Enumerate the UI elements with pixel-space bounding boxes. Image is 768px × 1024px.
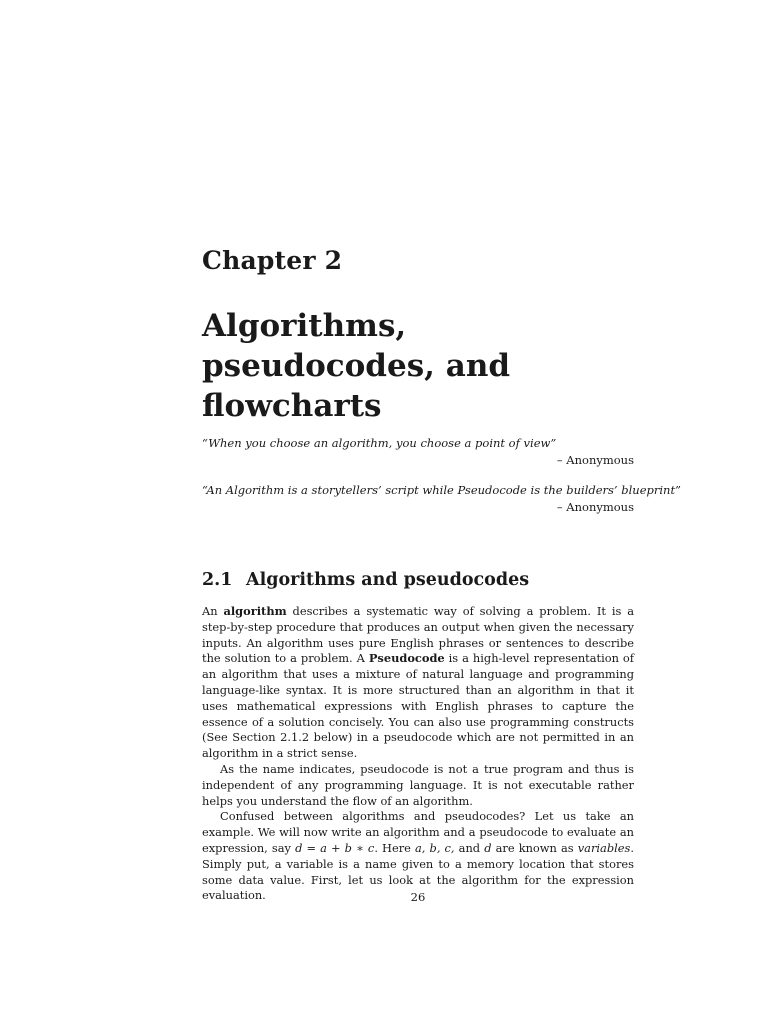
text-run: are known as bbox=[491, 840, 578, 855]
chapter-label: Chapter 2 bbox=[202, 246, 343, 275]
chapter-title: Algorithms, pseudocodes, and flowcharts bbox=[202, 308, 511, 424]
text-run: Confused between algorithms and pseudocodes? Let us take an example. We will now write an algorithm and a pseudocode to evaluate an expression, say bbox=[202, 809, 634, 855]
text-run: and bbox=[454, 840, 485, 855]
epigraph bbox=[202, 483, 681, 514]
math-variables: a, b, c, bbox=[415, 840, 455, 855]
text-run: describes a systematic way of solving a problem. It is a step-by-step procedure that produces an output when given the necessary inputs. An algorithm uses pure English phrases or sentences to describe the solution to a problem. A bbox=[202, 604, 634, 666]
paragraph: As the name indicates, pseudocode is not a true program and thus is independent of any programming language. It is not executable rather helps you understand the flow of an algorithm. bbox=[202, 761, 634, 808]
text-run: is a high-level representation of an algorithm that uses a mixture of natural language and programming language-like syntax. It is more structured than an algorithm in that it uses mathematical expressions with English phrases to capture the essence of a solution concisely. You can also use programming constructs (See Section 2.1.2 below) in a pseudocode which are not permitted in an algorithm in a strict sense. bbox=[202, 651, 635, 761]
paragraph bbox=[202, 604, 634, 762]
text-run: . Here bbox=[374, 840, 416, 855]
text-run: . Simply put, a variable is a name given to a memory location that stores some data value. First, let us look at the algorithm for the expression evaluation. bbox=[202, 840, 634, 903]
text-run: An bbox=[202, 604, 224, 618]
epigraph-quote: “An Algorithm is a storytellers’ script while Pseudocode is the builders’ blueprint” bbox=[202, 483, 681, 497]
page-number: 26 bbox=[410, 890, 426, 904]
math-variable: d bbox=[484, 840, 492, 855]
epigraph bbox=[202, 436, 634, 467]
math-expression: d = a + b ∗ c bbox=[295, 840, 375, 855]
italic-term: variables bbox=[577, 840, 631, 855]
epigraph-attribution: – Anonymous bbox=[556, 453, 634, 467]
bold-term: Pseudocode bbox=[368, 651, 445, 666]
section-title: Algorithms and pseudocodes bbox=[246, 570, 530, 590]
body-text bbox=[202, 604, 634, 904]
section-heading bbox=[202, 570, 529, 590]
bold-term: algorithm bbox=[223, 604, 287, 618]
epigraph-quote: “When you choose an algorithm, you choose a point of view” bbox=[202, 436, 557, 450]
section-number: 2.1 bbox=[202, 570, 233, 590]
epigraph-attribution: – Anonymous bbox=[556, 500, 634, 514]
